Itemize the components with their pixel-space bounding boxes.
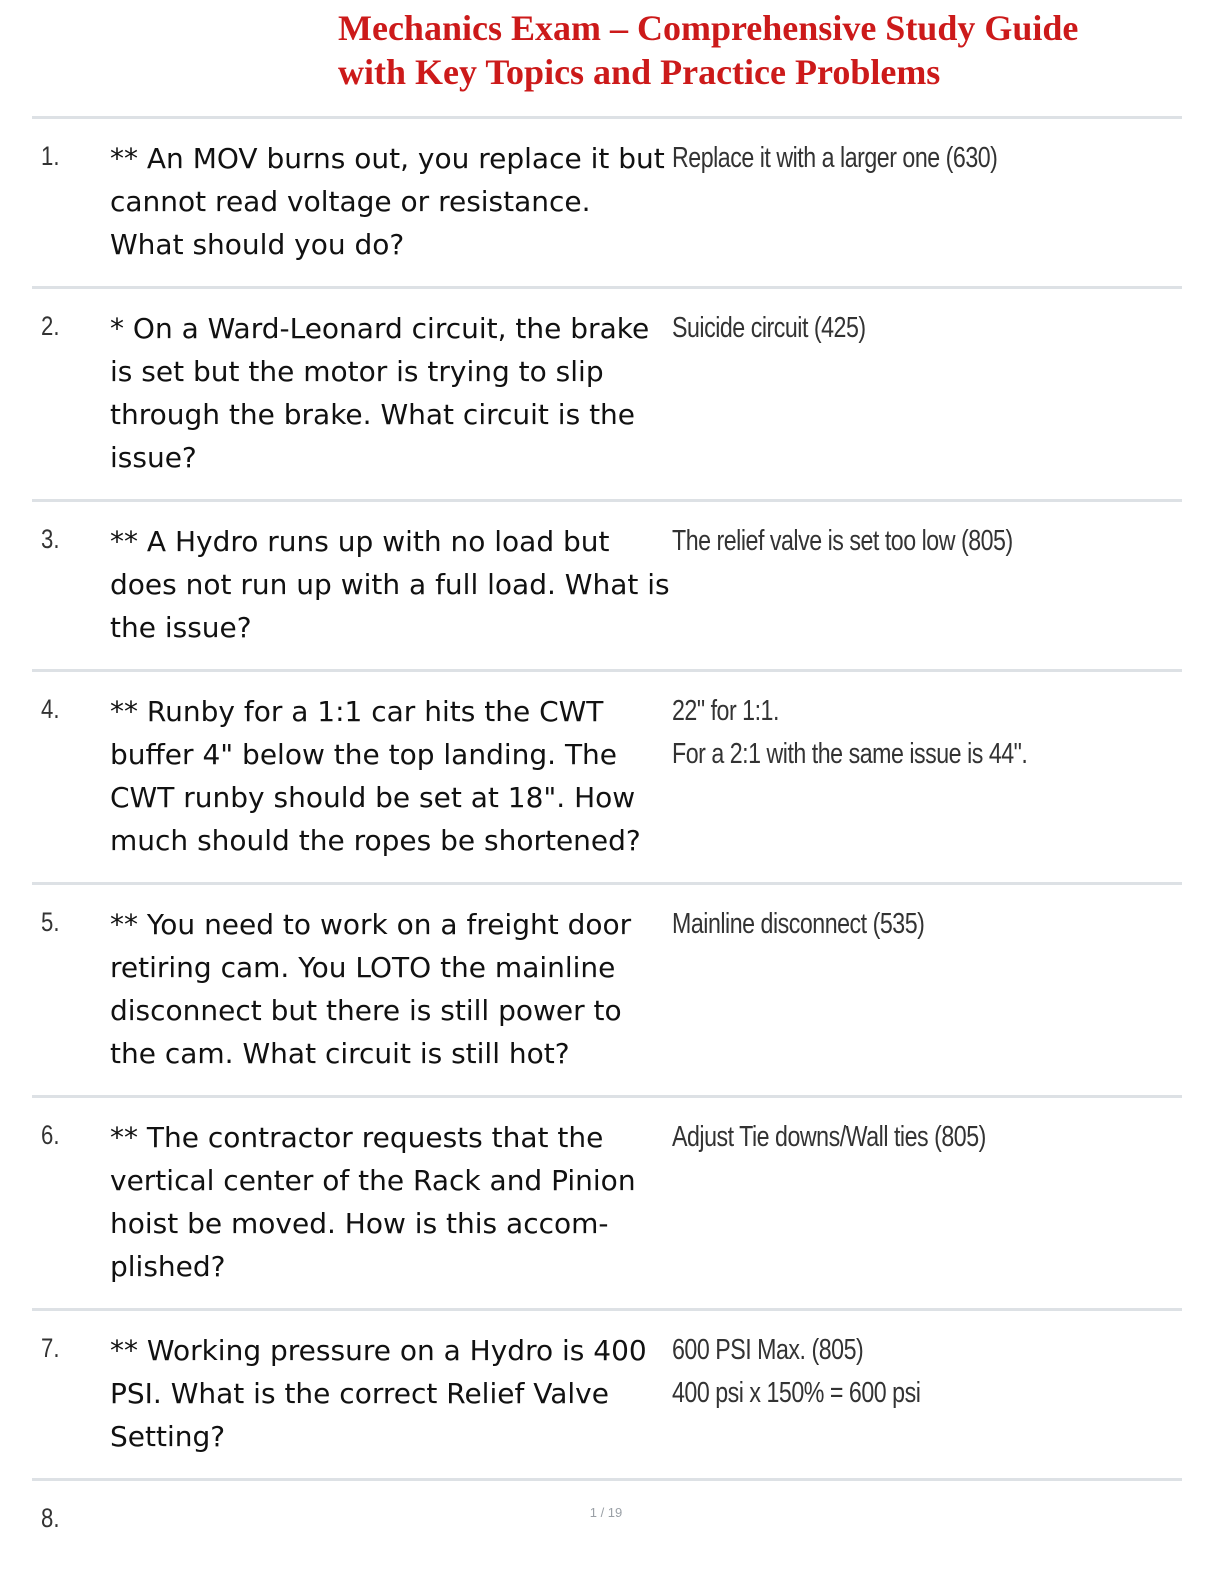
question-text: ** You need to work on a freight door retiring cam. You LOTO the mainline disconnect but there is still power to the cam. What circuit is still hot?: [110, 908, 632, 1070]
question-text: ** An MOV burns out, you replace it but cannot read voltage or resistance. What should you do?: [110, 142, 665, 261]
answer-text: [672, 307, 1056, 350]
answer-line: 600 PSI Max. (805): [672, 1334, 864, 1366]
question-row: [32, 1308, 1182, 1478]
answer-text: [672, 137, 1056, 180]
question-text: ** Runby for a 1:1 car hits the CWT buffer 4" below the top landing. The CWT runby should be set at 18". How much should the ropes be shortened?: [110, 695, 641, 857]
question-number: 3.: [41, 524, 60, 554]
question-number: 8.: [41, 1503, 60, 1533]
answer-text: [672, 690, 1056, 776]
answer-line: Adjust Tie downs/Wall ties (805): [672, 1121, 986, 1153]
question-row: [32, 116, 1182, 286]
question-number: 6.: [41, 1120, 60, 1150]
question-row: [32, 499, 1182, 669]
answer-line: Suicide circuit (425): [672, 312, 866, 344]
answer-text: [672, 903, 1056, 946]
answer-text: [672, 1329, 1056, 1415]
title-line-1: Mechanics Exam – Comprehensive Study Guide: [338, 8, 1079, 48]
answer-line: Mainline disconnect (535): [672, 908, 925, 940]
question-row: [32, 1095, 1182, 1308]
answer-line: For a 2:1 with the same issue is 44".: [672, 738, 1028, 770]
answer-line: 400 psi x 150% = 600 psi: [672, 1377, 921, 1409]
answer-text: [672, 520, 1056, 563]
answer-line: Replace it with a larger one (630): [672, 142, 998, 174]
answer-line: 22" for 1:1.: [672, 695, 779, 727]
question-number: 2.: [41, 311, 60, 341]
question-row: [32, 286, 1182, 499]
question-number: 5.: [41, 907, 60, 937]
page-number: 1 / 19: [589, 1505, 623, 1520]
question-number: 4.: [41, 694, 60, 724]
answer-text: [672, 1116, 1056, 1159]
question-number: 7.: [41, 1333, 60, 1363]
title-line-2: with Key Topics and Practice Problems: [338, 52, 941, 92]
question-number: 1.: [41, 141, 60, 171]
question-text: * On a Ward-Leonard circuit, the brake is set but the motor is trying to slip through the brake. What circuit is the issue?: [110, 312, 650, 474]
question-row: [32, 669, 1182, 882]
question-text: ** A Hydro runs up with no load but does not run up with a full load. What is the issue?: [110, 525, 670, 644]
question-list: [32, 116, 1182, 1558]
question-text: ** Working pressure on a Hydro is 400 PSI. What is the correct Relief Valve Setting?: [110, 1334, 647, 1453]
document-title: [338, 6, 1198, 94]
question-row: [32, 882, 1182, 1095]
answer-line: The relief valve is set too low (805): [672, 525, 1013, 557]
question-text: ** The contractor requests that the vertical center of the Rack and Pinion hoist be moved. How is this accom-plished?: [110, 1121, 636, 1283]
